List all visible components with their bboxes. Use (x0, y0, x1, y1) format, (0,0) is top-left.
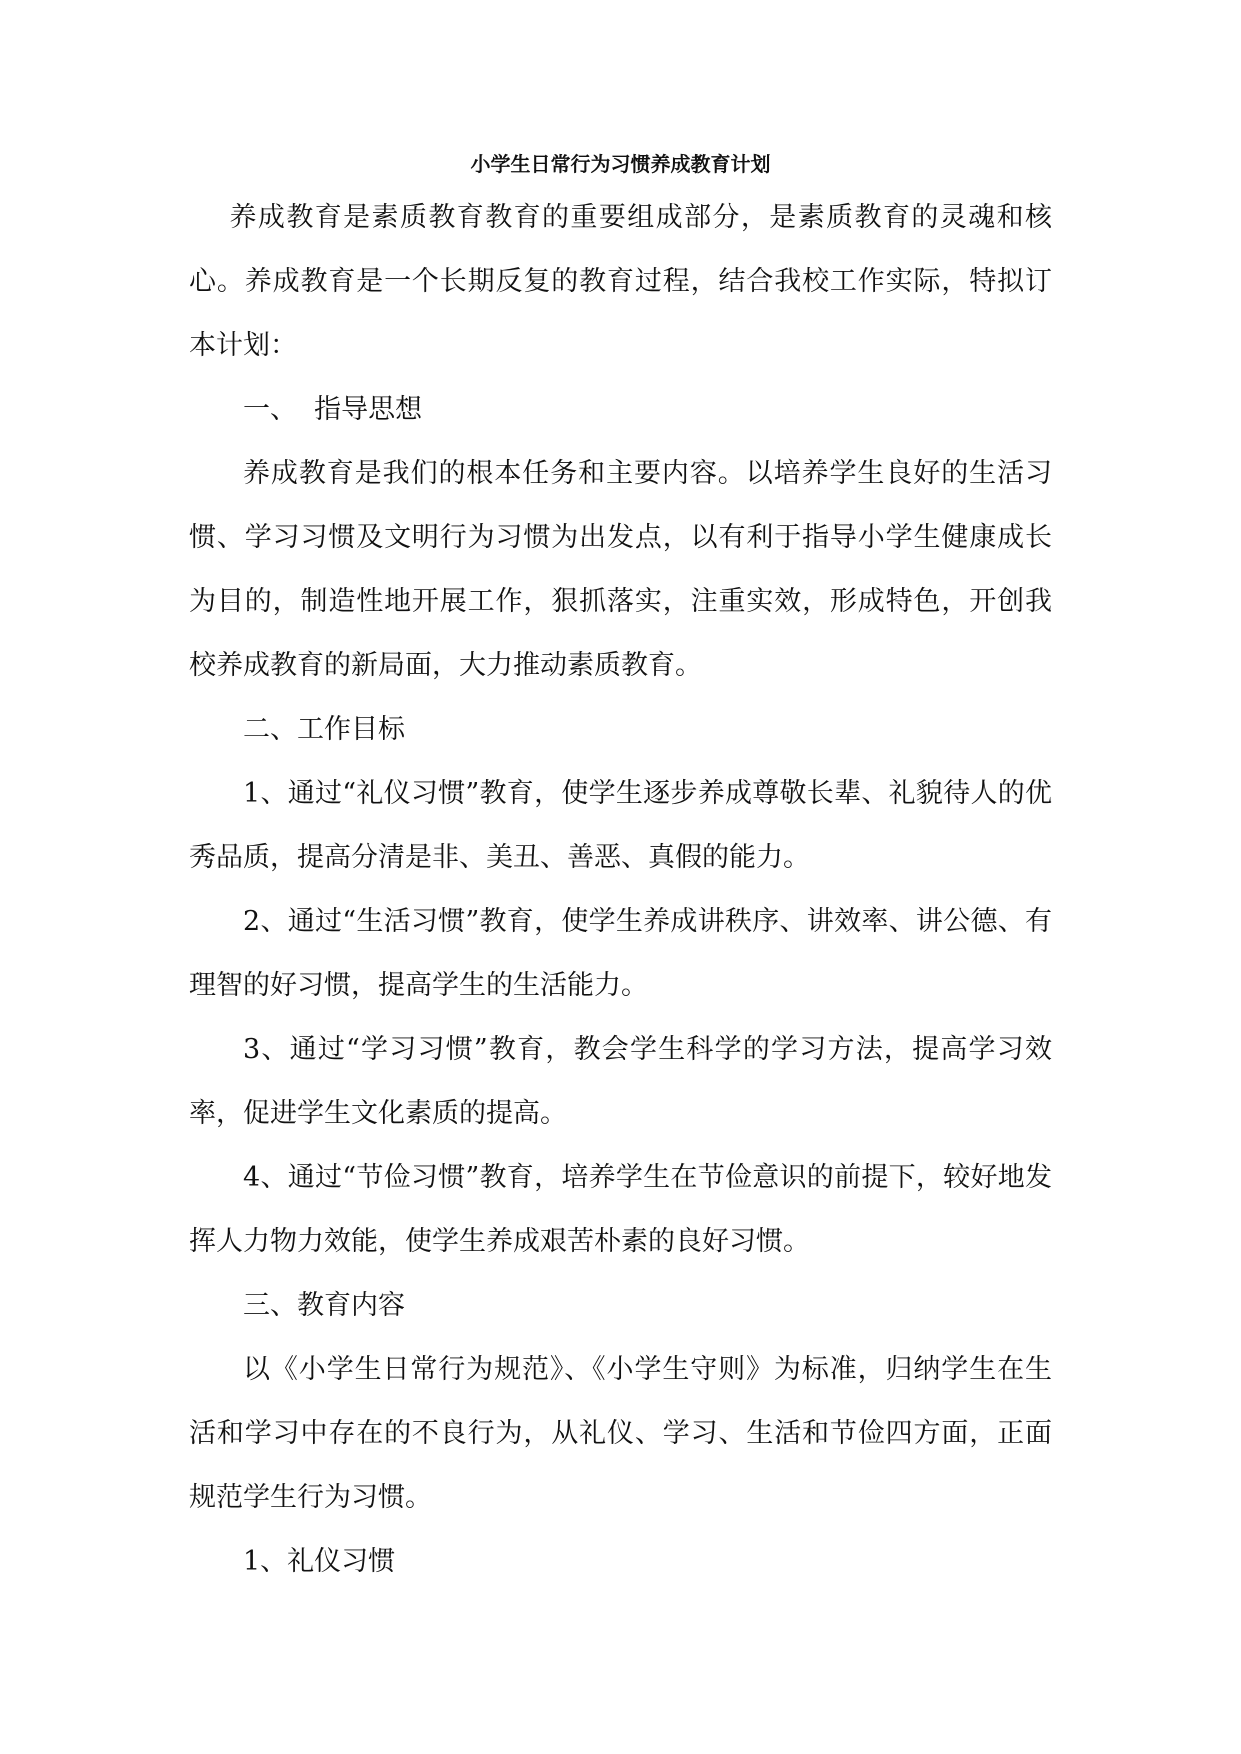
education-content-paragraph: 以《小学生日常行为规范》、《小学生守则》为标准，归纳学生在生活和学习中存在的不良行为，从礼仪、学习、生活和节俭四方面，正面规范学生行为习惯。 (189, 1354, 1052, 1513)
section-heading-work-goals: 二、工作目标 (243, 714, 405, 745)
intro-paragraph: 养成教育是素质教育教育的重要组成部分，是素质教育的灵魂和核心。养成教育是一个长期反复的教育过程，结合我校工作实际，特拟订本计划： (189, 202, 1052, 361)
section-heading-guiding-ideology: 一、 指导思想 (243, 394, 423, 425)
goal-item-4: 4、通过“节俭习惯”教育，培养学生在节俭意识的前提下，较好地发挥人力物力效能，使学生养成艰苦朴素的良好习惯。 (189, 1162, 1052, 1257)
goal-item-3: 3、通过“学习习惯”教育，教会学生科学的学习方法，提高学习效率，促进学生文化素质的提高。 (189, 1034, 1052, 1129)
goal-item-1: 1、通过“礼仪习惯”教育，使学生逐步养成尊敬长辈、礼貌待人的优秀品质，提高分清是非、美丑、善恶、真假的能力。 (189, 778, 1052, 873)
section-heading-education-content: 三、教育内容 (243, 1290, 405, 1321)
document-title: 小学生日常行为习惯养成教育计划 (470, 152, 771, 176)
guiding-ideology-paragraph: 养成教育是我们的根本任务和主要内容。以培养学生良好的生活习惯、学习习惯及文明行为习惯为出发点，以有利于指导小学生健康成长为目的，制造性地开展工作，狠抓落实，注重实效，形成特色，开创我校养成教育的新局面，大力推动素质教育。 (189, 458, 1052, 681)
subsection-heading-etiquette-habits: 1、礼仪习惯 (243, 1546, 396, 1577)
goal-item-2: 2、通过“生活习惯”教育，使学生养成讲秩序、讲效率、讲公德、有理智的好习惯，提高学生的生活能力。 (189, 906, 1052, 1001)
document-body (189, 186, 1052, 1594)
